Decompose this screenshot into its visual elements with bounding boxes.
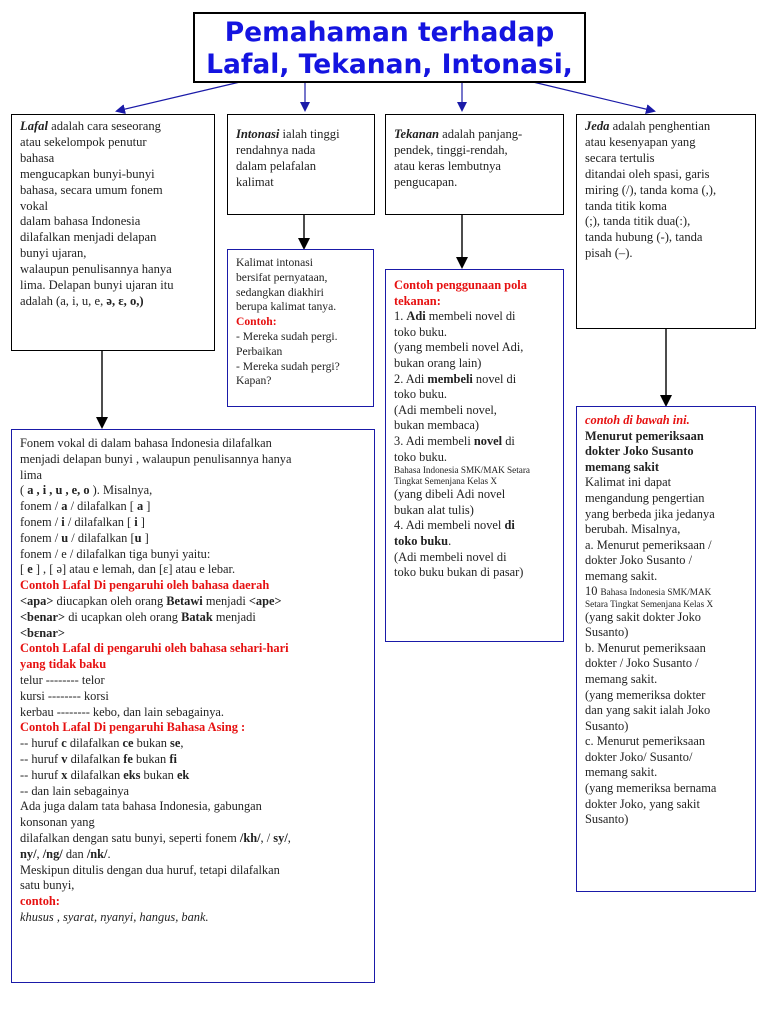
jeda-definition-box: Jeda adalah penghentian atau kesenyapan yang secara tertulis ditandai oleh spasi, garis miring (/), tanda koma (,), tanda titik koma (;), tanda titik dua(:), tanda hubung (-), tanda pisah (–). [576,114,756,329]
tekanan-item-2: 2. Adi membeli novel di toko buku. (Adi membeli novel, bukan membaca) [394,371,517,433]
lafal-definition-box: Lafal adalah cara seseorang atau sekelompok penutur bahasa mengucapkan bunyi-bunyi bahasa, secara umum fonem vokal dalam bahasa Indonesia dilafalkan menjadi delapan bunyi ujaran, walaupun penulisannya hanya lima. Delapan bunyi ujaran itu adalah (a, i, u, e, ə, ɛ, o,) [11,114,215,351]
asing-heading: Contoh Lafal Di pengaruhi Bahasa Asing : [20,720,246,735]
title-line-2: Lafal, Tekanan, Intonasi, [206,49,573,80]
jeda-watermark: 10 Bahasa Indonesia SMK/MAK [585,583,712,598]
tekanan-term: Tekanan [394,127,440,141]
tekanan-definition-box: Tekanan adalah panjang- pendek, tinggi-rendah, atau keras lembutnya pengucapan. [385,114,564,215]
jeda-term: Jeda [585,119,610,133]
jeda-example-box: contoh di bawah ini. Menurut pemeriksaan dokter Joko Susanto memang sakit Kalimat ini dapat mengandung pengertian yang berbeda jika jedanya berubah. Misalnya, a. Menurut pemeriksaan / dokter Joko Susanto / memang sakit. 10 Bahasa Indonesia SMK/MAK Setara Tingkat Semenjana Kelas X (yang sakit dokter Joko Susanto) b. Menurut pemeriksaan dokter / Joko Susanto / memang sakit. (yang memeriksa dokter dan yang sakit ialah Joko Susanto) c. Menurut pemeriksaan dokter Joko/ Susanto/ memang sakit. (yang memeriksa bernama dokter Joko, yang sakit Susanto) [576,406,756,892]
lafal-detail-box: Fonem vokal di dalam bahasa Indonesia dilafalkan menjadi delapan bunyi , walaupun penulisannya hanya lima ( a , i , u , e, o ). Misalnya, fonem / a / dilafalkan [ a ] fonem / i / dilafalkan [ i ] fonem / u / dilafalkan [u ] fonem / e / dilafalkan tiga bunyi yaitu: [ e ] , [ ə] atau e lemah, dan [ɛ] atau e lebar. Contoh Lafal Di pengaruhi oleh bahasa daerah <apa> diucapkan oleh orang Betawi menjadi <ape> <benar> di ucapkan oleh orang Batak menjadi <bɛnar> Contoh Lafal di pengaruhi oleh bahasa sehari-hari yang tidak baku telur -------- telor kursi -------- korsi kerbau -------- kebo, dan lain sebagainya. Contoh Lafal Di pengaruhi Bahasa Asing : -- huruf c dilafalkan ce bukan se, -- huruf v dilafalkan fe bukan fi -- huruf x dilafalkan eks bukan ek -- dan lain sebagainya Ada juga dalam tata bahasa Indonesia, gabungan konsonan yang dilafalkan dengan satu bunyi, seperti fonem /kh/, / sy/, ny/, /ng/ dan /nk/. Meskipun ditulis dengan dua huruf, tetapi dilafalkan satu bunyi, contoh: khusus , syarat, nyanyi, hangus, bank. [11,429,375,983]
intonasi-definition-box: Intonasi ialah tinggi rendahnya nada dalam pelafalan kalimat [227,114,375,215]
intonasi-contoh-heading: Contoh: [236,315,277,329]
arrow-title-to-jeda [533,82,654,111]
tekanan-item-4: 4. Adi membeli novel di toko buku. (Adi membeli novel di toko buku bukan di pasar) [394,518,524,580]
tekanan-watermark: Bahasa Indonesia SMK/MAK Setara Tingkat Semenjana Kelas X [394,465,531,487]
tekanan-example-box: Contoh penggunaan pola tekanan: 1. Adi membeli novel di toko buku. (yang membeli novel Adi, bukan orang lain) 2. Adi membeli novel di toko buku. (Adi membeli novel, bukan membaca) 3. Adi membeli novel di toko buku. Bahasa Indonesia SMK/MAK Setara Tingkat Semenjana Kelas X (yang dibeli Adi novel bukan alat tulis) 4. Adi membeli novel di toko buku. (Adi membeli novel di toko buku bukan di pasar) [385,269,564,642]
daerah-heading: Contoh Lafal Di pengaruhi oleh bahasa daerah [20,578,270,593]
tekanan-item-3: 3. Adi membeli novel di toko buku. [394,433,515,464]
intonasi-example-box: Kalimat intonasi bersifat pernyataan, sedangkan diakhiri berupa kalimat tanya. Contoh: - Mereka sudah pergi. Perbaikan - Mereka sudah pergi? Kapan? [227,249,374,407]
sehari-heading: Contoh Lafal di pengaruhi oleh bahasa sehari-hari [20,641,289,656]
diagram-title [193,12,586,83]
jeda-contoh-heading: contoh di bawah ini. [585,413,690,427]
contoh-heading: contoh: [20,894,60,909]
tekanan-item-1: 1. Adi membeli novel di toko buku. (yang membeli novel Adi, bukan orang lain) [394,309,524,370]
title-line-1: Pemahaman terhadap [224,17,555,48]
arrow-title-to-lafal [117,82,240,111]
intonasi-term: Intonasi [236,127,280,141]
lafal-term: Lafal [20,119,48,133]
